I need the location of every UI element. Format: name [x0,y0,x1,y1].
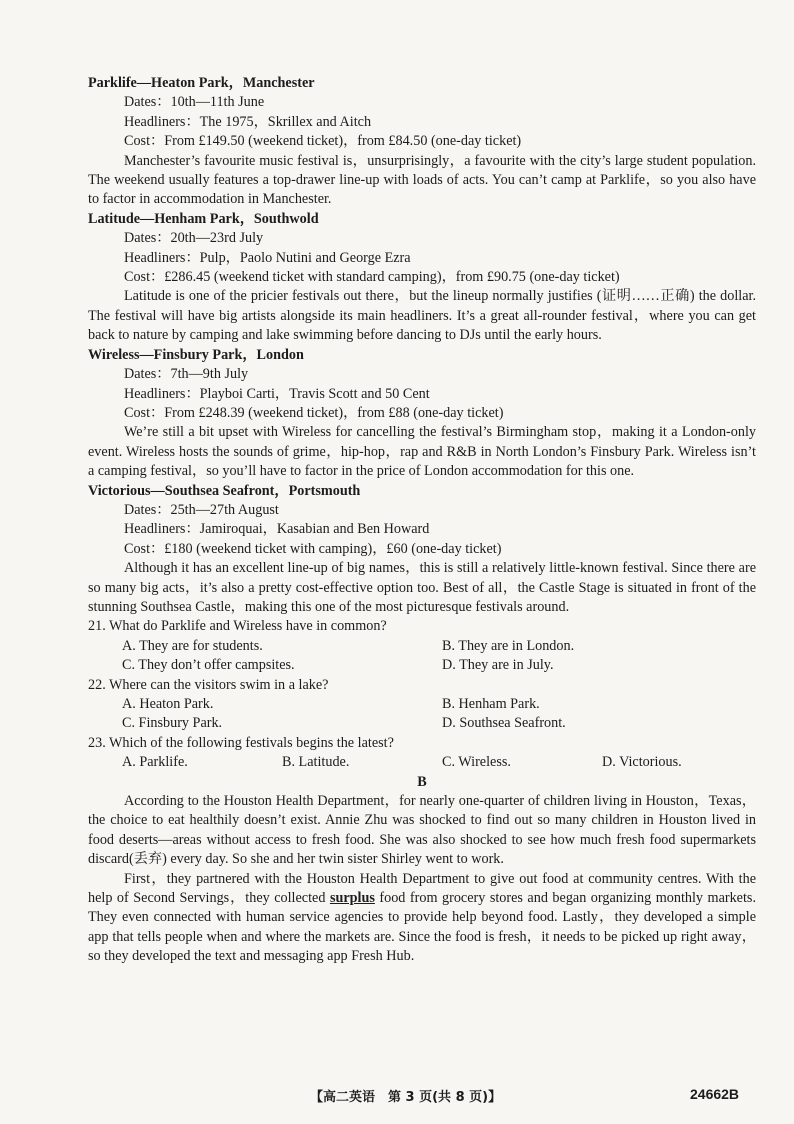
option-d[interactable]: D. Southsea Seafront. [442,715,566,732]
exam-page [88,74,756,967]
question-22 [88,676,756,734]
festival-title: Wireless—Finsbury Park，London [88,346,304,363]
option-c[interactable]: C. Wireless. [442,754,511,771]
festival-title: Victorious—Southsea Seafront，Portsmouth [88,482,361,499]
question-options [88,753,756,772]
page-number: 【高二英语 第 3 页(共 8 页)】 [310,1090,502,1105]
option-b[interactable]: B. Henham Park. [442,696,540,712]
festival-description: Manchester’s favourite music festival is，unsurprisingly，a favourite with the city’s large student population. The weekend usually features a top-drawer line-up with loads of acts. You can’t camp at Parklife，so you also have to factor in accommodation in Manchester. [88,152,756,208]
option-a[interactable]: A. They are for students. [122,637,263,654]
paragraph-text: First，they partnered with the Houston Health Department to give out food at community centres. With the help of Second Servings，they collected [88,870,756,907]
festival-cost: Cost：From £149.50 (weekend ticket)，from £84.50 (one-day ticket) [124,133,522,150]
festival-headliners: Headliners：Jamiroquai，Kasabian and Ben Howard [124,521,430,538]
question-stem: 23. Which of the following festivals begins the latest? [88,734,394,751]
festival-latitude [88,210,756,346]
festival-wireless [88,346,756,482]
question-stem: 22. Where can the visitors swim in a lake? [88,676,329,693]
festival-headliners: Headliners：The 1975，Skrillex and Aitch [124,113,372,130]
passage-paragraph-2 [88,870,756,967]
festival-headliners: Headliners：Playboi Carti，Travis Scott and 50 Cent [124,385,430,402]
option-b[interactable]: B. They are in London. [442,637,575,654]
option-a[interactable]: A. Heaton Park. [122,696,214,712]
festival-description: Although it has an excellent line-up of big names，this is still a relatively little-known festival. Since there are so many big acts，it’s also a pretty cost-effective option too. Best of all，the Castle Stage is situated in front of the stunning Southsea Castle，making this one of the most picturesque festivals around. [88,560,756,615]
paragraph-text: food from grocery stores and began organizing monthly markets. They even connected with human service agencies to provide help beyond food. Lastly，they developed a simple app that tells people when and where the markets are. Since the food is fresh，it needs to be picked up right away，so they developed the text and messaging app Fresh Hub. [88,890,756,965]
question-21 [88,617,756,675]
festival-cost: Cost：£180 (weekend ticket with camping)，£60 (one-day ticket) [124,540,502,557]
keyword-surplus: surplus [329,890,375,907]
festival-parklife [88,74,756,210]
option-b[interactable]: B. Latitude. [282,754,350,771]
question-options [88,637,756,676]
option-d[interactable]: D. Victorious. [602,754,682,771]
festival-cost: Cost：£286.45 (weekend ticket with standard camping)，from £90.75 (one-day ticket) [124,269,620,286]
festival-description: We’re still a bit upset with Wireless for cancelling the festival’s Birmingham stop，making it a London-only event. Wireless hosts the sounds of grime，hip-hop，rap and R&B in North London’s Finsbury Park. Wireless isn’t a camping festival，so you’ll have to factor in the price of London accommodation for this one. [88,424,756,480]
passage-paragraph-1: According to the Houston Health Department，for nearly one-quarter of children living in Houston，Texas，the choice to eat healthily doesn’t exist. Annie Zhu was shocked to find out so many children in Houston lived in food deserts—areas without access to fresh food. She was also shocked to see how much fresh food supermarkets discard(丢弃) every day. So she and her twin sister Shirley went to work. [88,793,756,868]
option-a[interactable]: A. Parklife. [122,754,188,771]
question-stem: 21. What do Parklife and Wireless have in common? [88,618,387,635]
question-options [88,695,756,734]
festival-dates: Dates：7th—9th July [124,366,249,383]
option-c[interactable]: C. They don’t offer campsites. [122,657,295,674]
option-c[interactable]: C. Finsbury Park. [122,715,223,732]
section-label: B [417,773,427,790]
festival-dates: Dates：20th—23rd July [124,230,264,247]
festival-title: Parklife—Heaton Park，Manchester [88,75,315,91]
festival-dates: Dates：25th—27th August [124,501,279,518]
festival-headliners: Headliners：Pulp，Paolo Nutini and George Ezra [124,249,411,266]
festival-victorious [88,482,756,618]
festival-description: Latitude is one of the pricier festivals out there，but the lineup normally justifies (证明……正确) the dollar. The festival will have big artists alongside its main headliners. It’s a great all-rounder festival，where you can get back to nature by camping and lake swimming before dancing to DJs until the early hours. [88,288,756,344]
option-d[interactable]: D. They are in July. [442,657,554,674]
question-23 [88,734,756,773]
festival-cost: Cost：From £248.39 (weekend ticket)，from £88 (one-day ticket) [124,404,504,421]
festival-dates: Dates：10th—11th June [124,94,265,111]
exam-code: 24662B [690,1086,740,1102]
festival-title: Latitude—Henham Park，Southwold [88,210,319,227]
